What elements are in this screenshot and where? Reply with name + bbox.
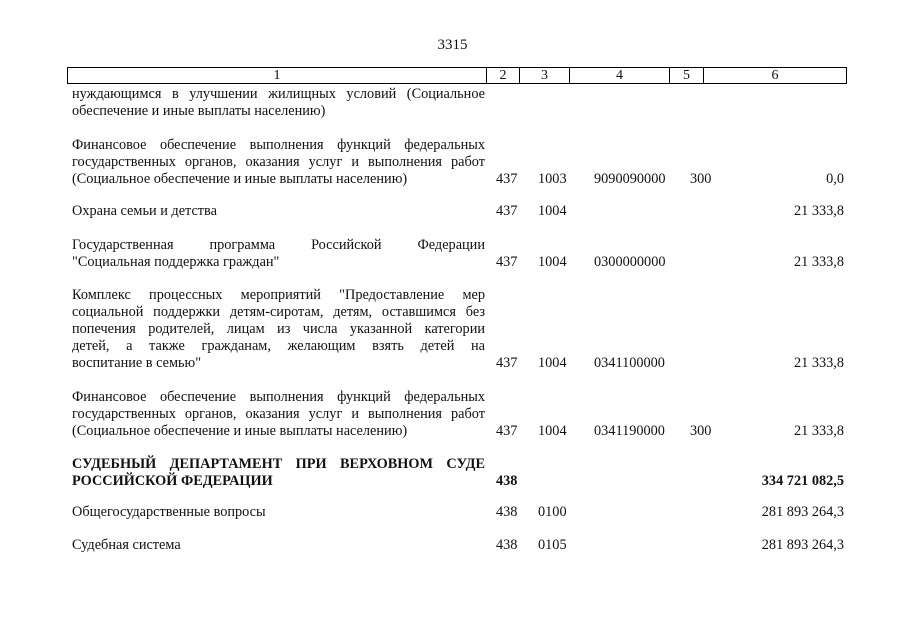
row-code: 438: [496, 537, 518, 553]
row-amount: 21 333,8: [793, 423, 844, 439]
row-description: Судебная система: [72, 537, 181, 553]
header-col-4: 4: [569, 68, 669, 83]
row-code: 437: [496, 203, 518, 219]
row-section: 0100: [538, 504, 567, 520]
row-amount: 0,0: [826, 171, 844, 187]
row-description: Государственная программа Российской Федерации "Социальная поддержка граждан": [72, 237, 485, 270]
row-amount: 21 333,8: [793, 254, 844, 270]
row-code: 437: [496, 423, 518, 439]
header-col-3: 3: [519, 68, 569, 83]
table-header: [67, 67, 847, 84]
row-code: 438: [496, 473, 518, 489]
row-description: Финансовое обеспечение выполнения функций федеральных государственных органов, оказания услуг и выполнения работ (Социальное обеспечение и иные выплаты населению): [72, 389, 485, 439]
row-section: 1003: [538, 171, 567, 187]
row-code: 438: [496, 504, 518, 520]
row-amount: 21 333,8: [793, 203, 844, 219]
row-section: 0105: [538, 537, 567, 553]
header-col-6: 6: [703, 68, 846, 83]
row-amount: 334 721 082,5: [761, 473, 844, 489]
row-section: 1004: [538, 203, 567, 219]
row-code: 437: [496, 355, 518, 371]
row-target: 0341190000: [594, 423, 665, 439]
header-col-5: 5: [669, 68, 703, 83]
row-description: Комплекс процессных мероприятий "Предоставление мер социальной поддержки детям-сиротам, детям, оставшимся без попечения родителей, лицам из числа указанной категории детей, а также гражданам, желающим взять детей на воспитание в семью": [72, 287, 485, 371]
row-section: 1004: [538, 254, 567, 270]
row-code: 437: [496, 254, 518, 270]
row-target: 9090090000: [594, 171, 666, 187]
row-description: СУДЕБНЫЙ ДЕПАРТАМЕНТ ПРИ ВЕРХОВНОМ СУДЕ РОССИЙСКОЙ ФЕДЕРАЦИИ: [72, 456, 485, 489]
row-target: 0300000000: [594, 254, 666, 270]
row-type: 300: [690, 171, 712, 187]
row-description: Охрана семьи и детства: [72, 203, 217, 219]
row-section: 1004: [538, 355, 567, 371]
row-description: Финансовое обеспечение выполнения функций федеральных государственных органов, оказания услуг и выполнения работ (Социальное обеспечение и иные выплаты населению): [72, 137, 485, 187]
row-amount: 281 893 264,3: [761, 537, 844, 553]
row-type: 300: [690, 423, 712, 439]
row-section: 1004: [538, 423, 567, 439]
row-code: 437: [496, 171, 518, 187]
page-number: 3315: [437, 37, 468, 53]
row-amount: 281 893 264,3: [761, 504, 844, 520]
row-amount: 21 333,8: [793, 355, 844, 371]
row-description: нуждающимся в улучшении жилищных условий (Социальное обеспечение и иные выплаты населению): [72, 86, 485, 119]
header-col-2: 2: [486, 68, 519, 83]
header-col-1: 1: [273, 68, 281, 83]
row-description: Общегосударственные вопросы: [72, 504, 266, 520]
row-target: 0341100000: [594, 355, 665, 371]
